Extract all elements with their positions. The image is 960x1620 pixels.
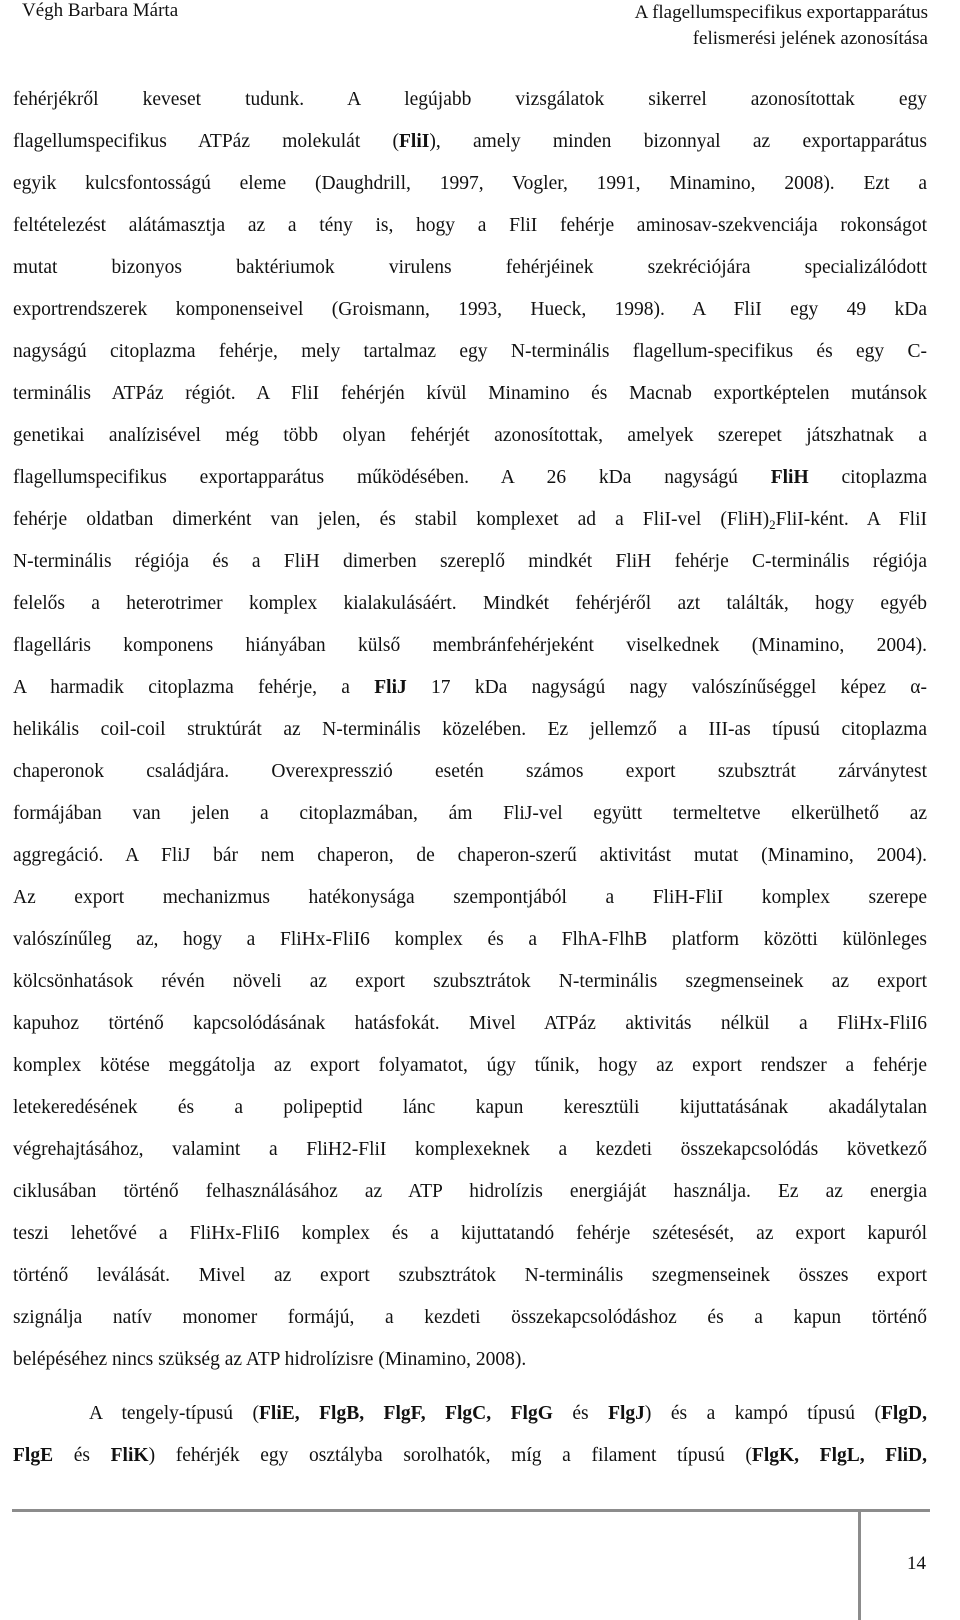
bold-term: FliH: [770, 467, 809, 488]
text-line: történő leválását. Mivel az export szubsztrátok N-terminális szegmenseinek összes export: [13, 1265, 927, 1286]
text-line: nagyságú citoplazma fehérje, mely tartalmaz egy N-terminális flagellum-specifikus és egy C-: [13, 341, 927, 362]
text-line: kapuhoz történő kapcsolódásának hatásfokát. Mivel ATPáz aktivitás nélkül a FliHx-FliI6: [13, 1013, 927, 1034]
text-line: végrehajtásához, valamint a FliH2-FliI komplexeknek a kezdeti összekapcsolódás következő: [13, 1139, 927, 1160]
text-line: teszi lehetővé a FliHx-FliI6 komplex és a kijuttatandó fehérje szétesését, az export kapuról: [13, 1223, 927, 1244]
running-header-title-line1: A flagellumspecifikus exportapparátus: [634, 2, 928, 23]
text-line: valószínűleg az, hogy a FliHx-FliI6 komplex és a FlhA-FlhB platform közötti különleges: [13, 929, 927, 950]
text-line: kölcsönhatások révén növeli az export szubsztrátok N-terminális szegmenseinek az export: [13, 971, 927, 992]
running-header-author: Végh Barbara Márta: [22, 0, 179, 21]
text-line: A harmadik citoplazma fehérje, a FliJ 17 kDa nagyságú nagy valószínűséggel képez α-: [13, 677, 927, 698]
bold-term: FlgD,: [880, 1403, 927, 1424]
bold-term: FlgE: [13, 1445, 54, 1466]
text-line: fehérjékről keveset tudunk. A legújabb vizsgálatok sikerrel azonosítottak egy: [13, 89, 927, 110]
text-line: exportrendszerek komponenseivel (Groismann, 1993, Hueck, 1998). A FliI egy 49 kDa: [13, 299, 927, 320]
text-line: formájában van jelen a citoplazmában, ám FliJ-vel együtt termeltetve elkerülhető az: [13, 803, 927, 824]
text-line: felelős a heterotrimer komplex kialakulásáért. Mindkét fehérjéről azt találták, hogy egyéb: [13, 593, 927, 614]
text-line: A tengely-típusú (FliE, FlgB, FlgF, FlgC, FlgG és FlgJ) és a kampó típusú (FlgD,: [89, 1403, 927, 1424]
running-header-title-line2: felismerési jelének azonosítása: [692, 28, 928, 49]
text-line: N-terminális régiója és a FliH dimerben szereplő mindkét FliH fehérje C-terminális régiója: [13, 551, 927, 572]
text-line: flagellumspecifikus ATPáz molekulát (FliI), amely minden bizonnyal az exportapparátus: [13, 131, 927, 152]
bold-term: FliI: [399, 131, 430, 152]
text-line: chaperonok családjára. Overexpresszió esetén számos export szubsztrát zárványtest: [13, 761, 927, 782]
text-line: ciklusában történő felhasználásához az ATP hidrolízis energiáját használja. Ez az energia: [13, 1181, 927, 1202]
text-line: Az export mechanizmus hatékonysága szempontjából a FliH-FliI komplex szerepe: [13, 887, 927, 908]
paragraph-gap: [13, 1381, 927, 1393]
text-line: helikális coil-coil struktúrát az N-terminális közelében. Ez jellemző a III-as típusú citoplazma: [13, 719, 927, 740]
text-line: terminális ATPáz régiót. A FliI fehérjén kívül Minamino és Macnab exportképtelen mutánsok: [13, 383, 927, 404]
text-line: szignálja natív monomer formájú, a kezdeti összekapcsolódáshoz és a kapun történő: [13, 1307, 927, 1328]
footer-rule: [12, 1509, 930, 1512]
text-line: FlgE és FliK) fehérjék egy osztályba sorolhatók, míg a filament típusú (FlgK, FlgL, FliD,: [13, 1445, 927, 1466]
page-number-box-border: [858, 1512, 861, 1620]
text-line: letekeredésének és a polipeptid lánc kapun keresztüli kijuttatásának akadálytalan: [13, 1097, 927, 1118]
bold-term: FlgK, FlgL, FliD,: [751, 1445, 927, 1466]
text-line: egyik kulcsfontosságú eleme (Daughdrill, 1997, Vogler, 1991, Minamino, 2008). Ezt a: [13, 173, 927, 194]
text-line: flagellumspecifikus exportapparátus működésében. A 26 kDa nagyságú FliH citoplazma: [13, 467, 927, 488]
running-header-title: [635, 0, 928, 52]
body-text: [13, 79, 927, 1477]
page-number: 14: [907, 1553, 926, 1574]
text-line: belépéséhez nincs szükség az ATP hidrolízisre (Minamino, 2008).: [13, 1349, 527, 1370]
bold-term: FliJ: [374, 677, 407, 698]
bold-term: FliE, FlgB, FlgF, FlgC, FlgG: [259, 1403, 553, 1424]
text-line: mutat bizonyos baktériumok virulens fehérjéinek szekréciójára specializálódott: [13, 257, 927, 278]
text-line: feltételezést alátámasztja az a tény is, hogy a FliI fehérje aminosav-szekvenciája rokonságot: [13, 215, 927, 236]
text-line: genetikai analízisével még több olyan fehérjét azonosítottak, amelyek szerepet játszhatnak a: [13, 425, 927, 446]
bold-term: FliK: [110, 1445, 149, 1466]
text-line: fehérje oldatban dimerként van jelen, és stabil komplexet ad a FliI-vel $(FliH)_2FliI$-ként. A FliI: [13, 509, 927, 532]
bold-term: FlgJ: [608, 1403, 645, 1424]
subscript: 2: [769, 517, 776, 532]
text-line: aggregáció. A FliJ bár nem chaperon, de chaperon-szerű aktivitást mutat (Minamino, 2004).: [13, 845, 927, 866]
text-line: flagelláris komponens hiányában külső membránfehérjeként viselkednek (Minamino, 2004).: [13, 635, 927, 656]
text-line: komplex kötése meggátolja az export folyamatot, úgy tűnik, hogy az export rendszer a fehérje: [13, 1055, 927, 1076]
